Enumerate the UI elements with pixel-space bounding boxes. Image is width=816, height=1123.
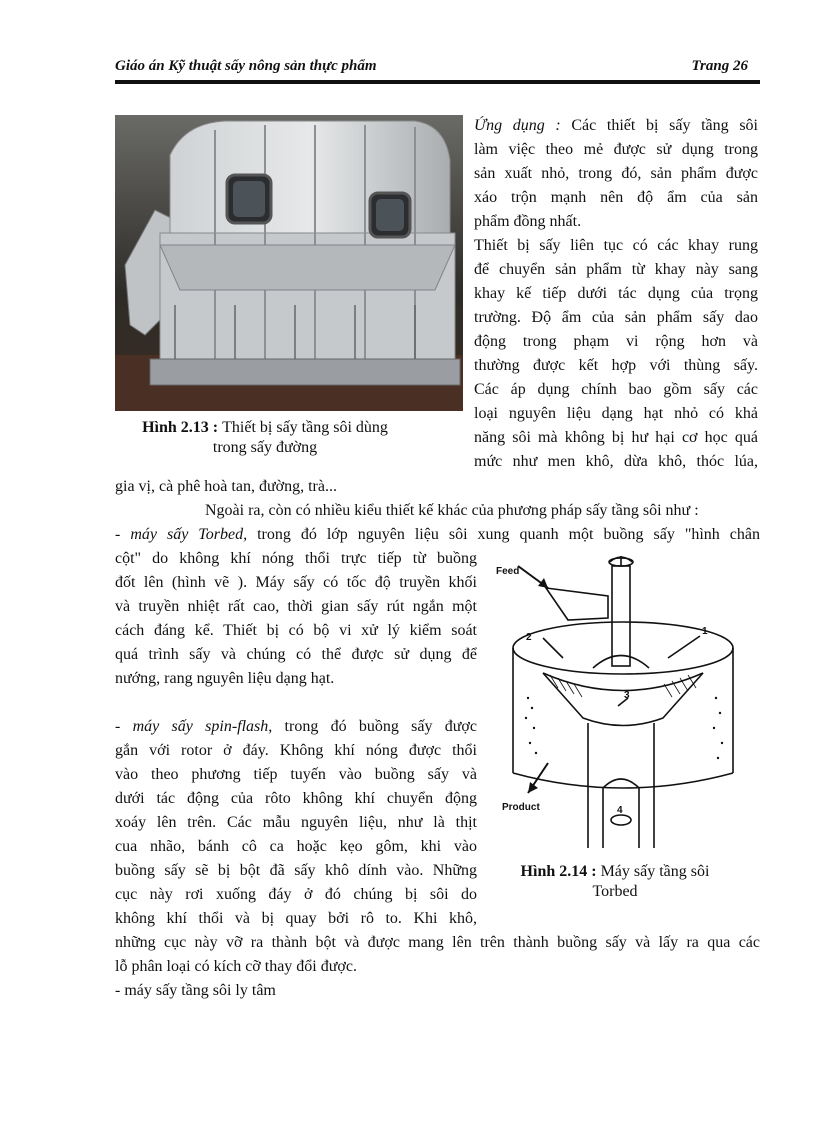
bullet-dash: - xyxy=(115,526,131,543)
continuation-line: gia vị, cà phê hoà tan, đường, trà... xyxy=(115,478,337,495)
last-item: - máy sấy tầng sôi ly tâm xyxy=(115,982,276,999)
header-divider xyxy=(115,80,760,84)
label-feed: Feed xyxy=(496,566,520,577)
application-heading: Ứng dụng : xyxy=(474,117,561,134)
spinflash-line: buồng sấy sẽ bị bột đã sấy khô dính vào. Những xyxy=(115,862,477,879)
spinflash-line xyxy=(115,715,477,739)
torbed-first-line xyxy=(115,523,760,547)
label-4: 4 xyxy=(617,805,623,816)
column-line: làm việc theo mẻ được sử dụng trong xyxy=(474,141,758,158)
figure-2-14-caption xyxy=(485,862,745,902)
spinflash-continuation xyxy=(115,931,760,1003)
caption-text-line2: trong sấy đường xyxy=(212,439,318,456)
figure-2-14-diagram xyxy=(488,548,750,856)
intro-paragraph: Ngoài ra, còn có nhiều kiểu thiết kế khác của phương pháp sấy tầng sôi như : xyxy=(205,502,699,519)
column-line: động trong phạm vi rộng hơn và xyxy=(474,333,758,350)
figure-2-14-label: Hình 2.14 xyxy=(520,863,588,880)
spinflash-line: dưới tác động của rôto không khí chuyển động xyxy=(115,790,477,807)
column-line: thường được kết hợp với thùng sấy. xyxy=(474,357,758,374)
spinflash-line: gắn với rotor ở đáy. Không khí nóng được thổi xyxy=(115,742,477,759)
torbed-line: đốt lên (hình vẽ ). Máy sấy có tốc độ truyền khối xyxy=(115,574,477,591)
torbed-line: nướng, rang nguyên liệu dạng hạt. xyxy=(115,670,335,687)
caption-text: Thiết bị sấy tầng sôi dùng xyxy=(222,419,388,436)
spinflash-full-line: những cục này vỡ ra thành bột và được mang lên trên thành buồng sấy và lấy ra qua các xyxy=(115,934,760,951)
torbed-paragraph xyxy=(115,547,477,691)
column-line xyxy=(474,114,758,138)
spinflash-paragraph xyxy=(115,715,477,931)
label-1: 1 xyxy=(702,626,708,637)
caption-separator: : xyxy=(208,419,223,436)
column-line: sản xuất nhỏ, trong đó, sản phẩm được xyxy=(474,165,758,182)
column-line: để chuyển sản phẩm từ khay này sang xyxy=(474,261,758,278)
torbed-line: và truyền nhiệt rất cao, thời gian sấy rút ngắn một xyxy=(115,598,477,615)
column-line: Thiết bị sấy liên tục có các khay rung xyxy=(474,237,758,254)
fluid-bed-dryer-image xyxy=(115,115,463,411)
spinflash-line: xoáy lên trên. Các mẫu nguyên liệu, như là thịt xyxy=(115,814,477,831)
spinflash-line: vào theo phương tiếp tuyến vào buồng sấy và xyxy=(115,766,477,783)
bullet-dash: - xyxy=(115,718,133,735)
figure-2-13-label: Hình 2.13 xyxy=(142,419,209,436)
spinflash-full-line: lỗ phân loại có kích cỡ thay đổi được. xyxy=(115,958,357,975)
torbed-text: trong đó lớp nguyên liệu sôi xung quanh một buồng sấy "hình chân xyxy=(247,526,760,543)
label-3: 3 xyxy=(624,690,630,701)
figure-2-13-photo xyxy=(115,115,463,411)
caption-separator: : xyxy=(587,863,601,880)
caption-text: Máy sấy tầng sôi xyxy=(600,863,710,880)
spinflash-line: cua nhão, bánh cô ca hoặc kẹo gôm, khi vào xyxy=(115,838,477,855)
torbed-line: quá trình sấy và chúng có thể được sử dụng để xyxy=(115,646,477,663)
column-line: loại nguyên liệu dạng hạt nhỏ có khả xyxy=(474,405,758,422)
torbed-dryer-drawing xyxy=(488,548,750,856)
page-number: Trang 26 xyxy=(691,58,748,74)
column-text: Các thiết bị sấy tầng sôi xyxy=(560,117,758,134)
spinflash-text: , trong đó buồng sấy được xyxy=(268,718,477,735)
column-line: mức như men khô, dừa khô, thóc lúa, xyxy=(474,453,758,470)
spinflash-term: máy sấy spin-flash xyxy=(132,718,269,735)
caption-text-line2: Torbed xyxy=(592,883,638,900)
application-column xyxy=(474,114,758,474)
label-2: 2 xyxy=(526,632,532,643)
label-product: Product xyxy=(502,802,540,813)
figure-2-13-caption xyxy=(115,418,415,458)
column-line: trường. Độ ẩm của sản phẩm sấy dao xyxy=(474,309,758,326)
column-line: năng sôi mà không bị hư hại cơ học quá xyxy=(474,429,758,446)
torbed-line: cách đáng kể. Thiết bị có bộ vi xử lý kiểm soát xyxy=(115,622,477,639)
column-line: phẩm đồng nhất. xyxy=(474,213,582,230)
torbed-term: máy sấy Torbed, xyxy=(130,526,248,543)
column-line: xáo trộn mạnh nên độ ẩm của sản xyxy=(474,189,758,206)
column-line: Các áp dụng chính bao gồm sấy các xyxy=(474,381,758,398)
spinflash-line: không khí thổi và bị quay bởi rô to. Khi khô, xyxy=(115,910,477,927)
torbed-line: cột" do không khí nóng thổi trực tiếp từ buồng xyxy=(115,550,477,567)
document-title: Giáo án Kỹ thuật sấy nông sản thực phẩm xyxy=(115,58,377,74)
page-header xyxy=(115,58,760,80)
spinflash-line: cục này rơi xuống đáy ở đó chúng bị sôi do xyxy=(115,886,477,903)
column-line: khay kế tiếp dưới tác dụng của trọng xyxy=(474,285,758,302)
